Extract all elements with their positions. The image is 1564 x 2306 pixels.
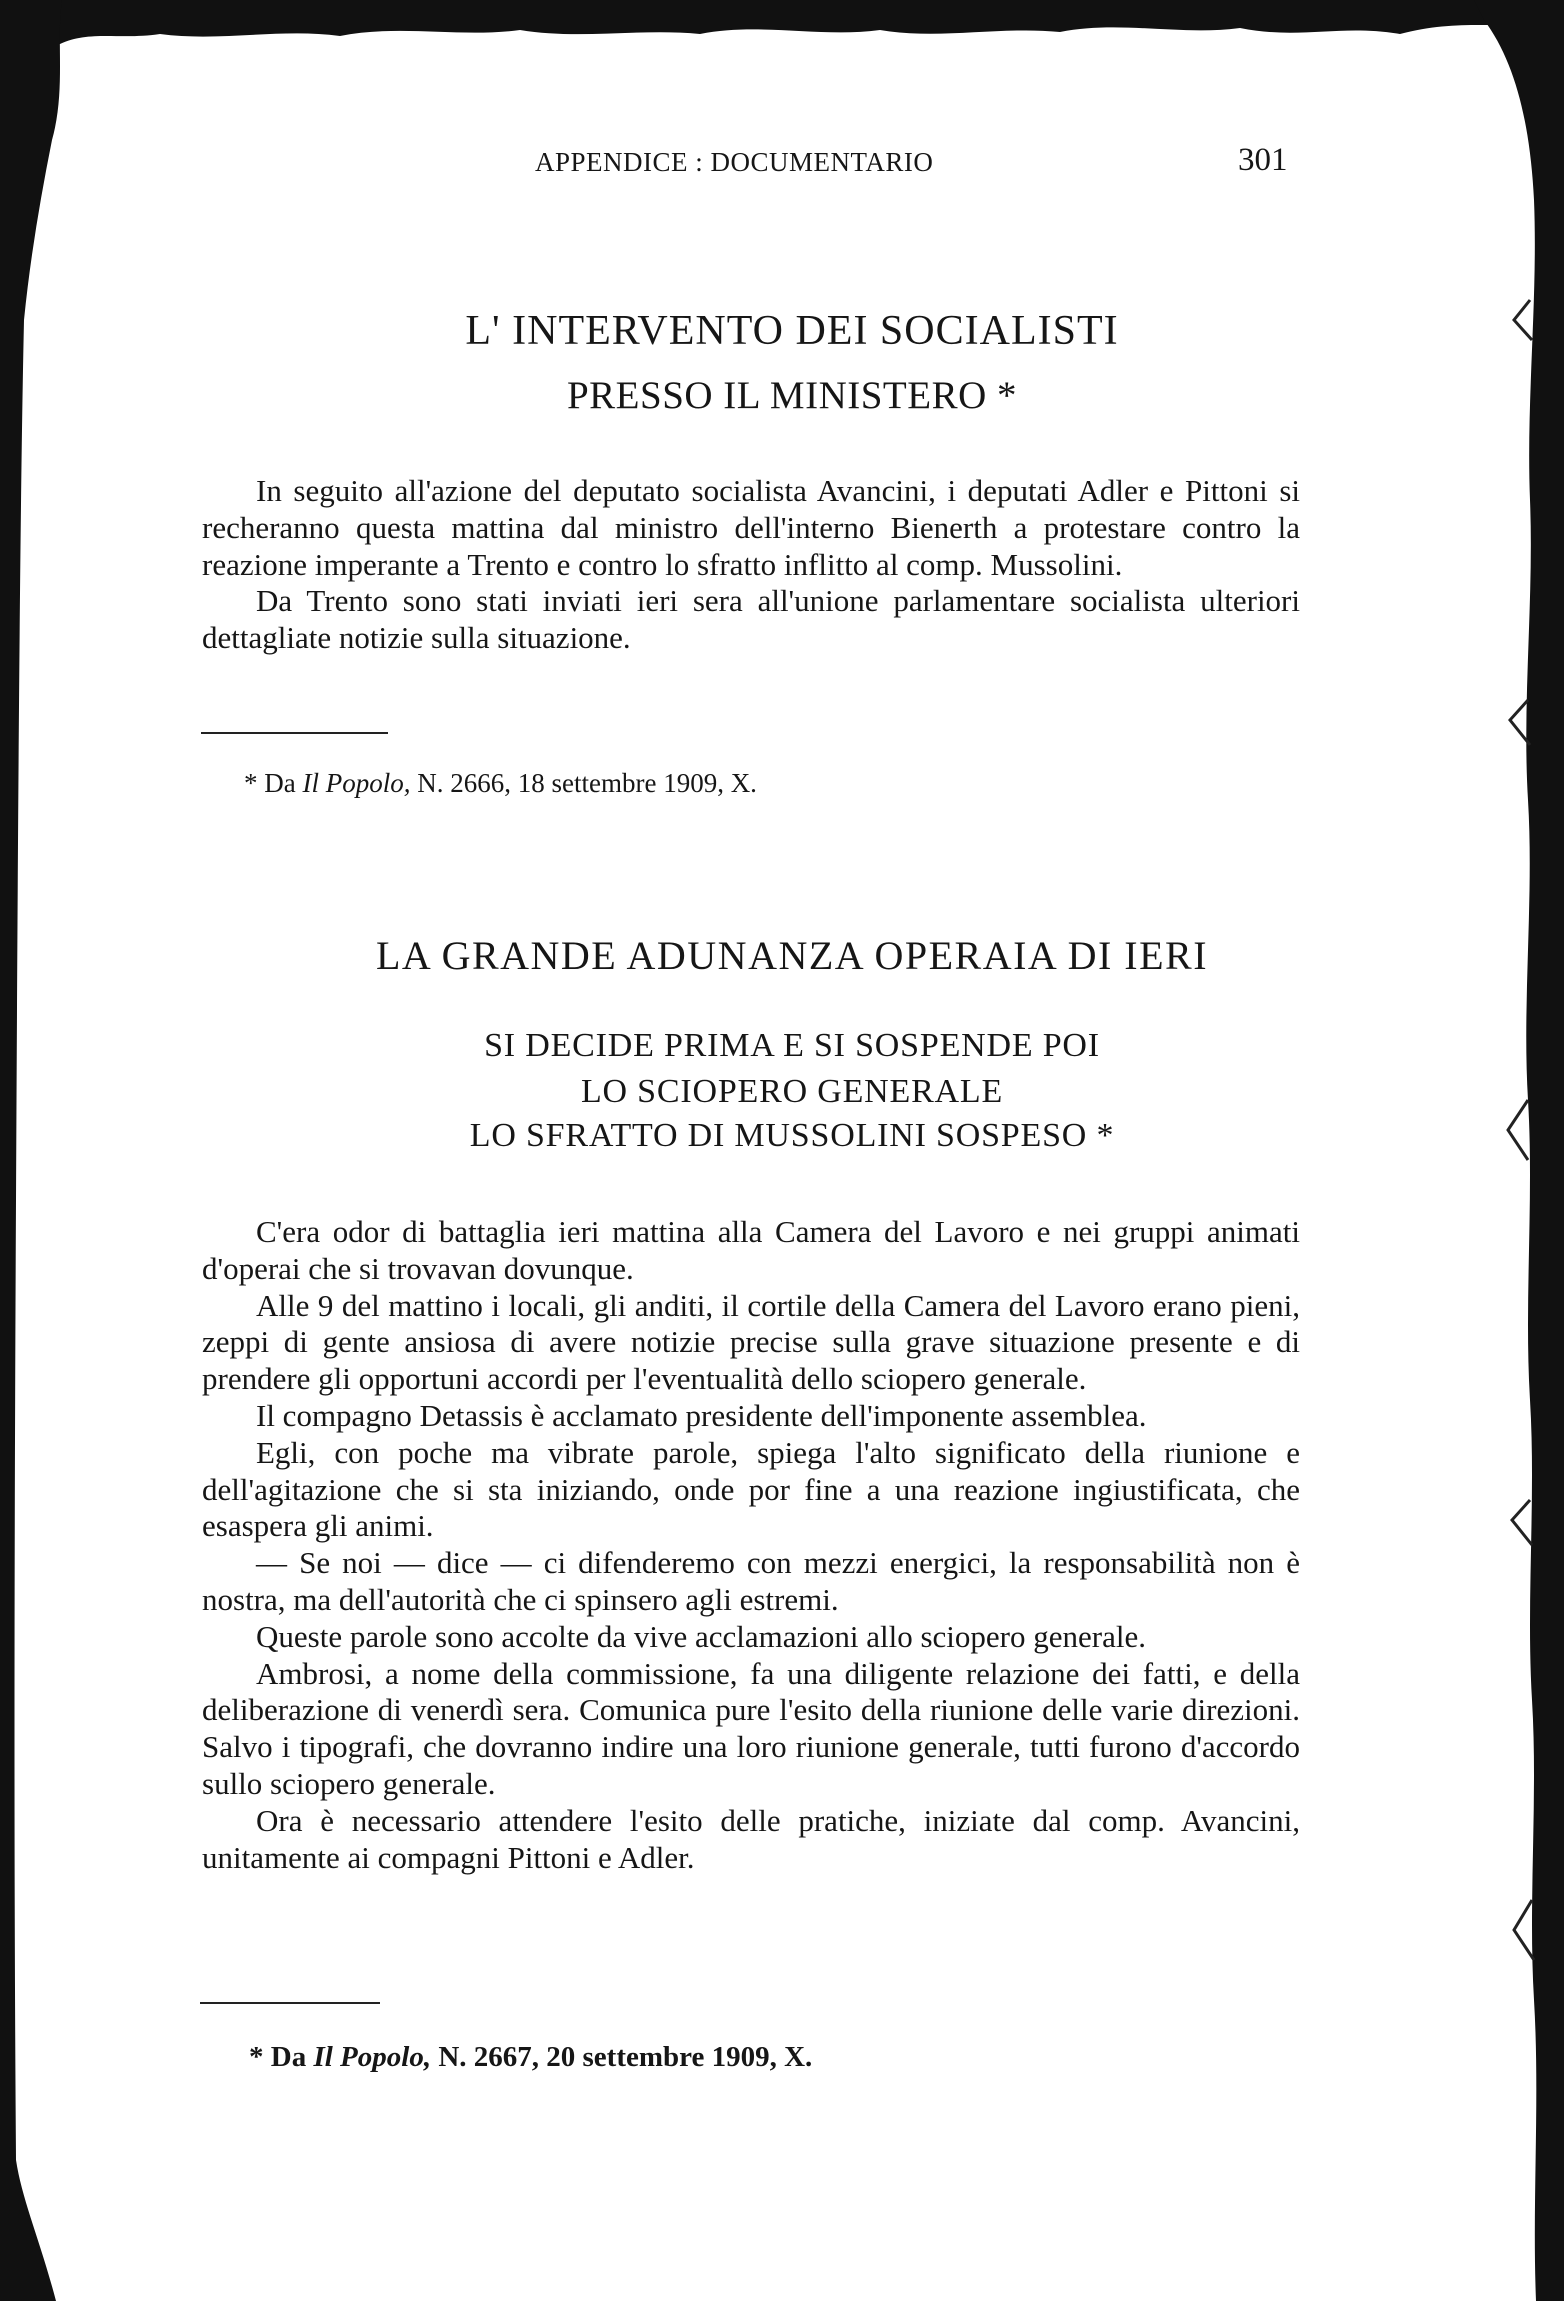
article2-paragraph: Ambrosi, a nome della commissione, fa una diligente relazione dei fatti, e della deliberazione di venerdì sera. Comunica pure l'esito della riunione delle varie direzioni. Salvo i tipografi, che dovranno indire una loro riunione generale, tutti furono d'accordo sullo sciopero generale. [202, 1655, 1300, 1801]
article1-paragraph: In seguito all'azione del deputato socialista Avancini, i deputati Adler e Pittoni si recheranno questa mattina dal ministro dell'interno Bienerth a protestare contro la reazione imperante a Trento e contro lo sfratto inflitto al comp. Mussolini. [202, 473, 1300, 582]
footnote-rule [200, 2002, 380, 2004]
article2-subtitle-line3: LO SFRATTO DI MUSSOLINI SOSPESO * [469, 1117, 1115, 1154]
running-head: APPENDICE : DOCUMENTARIO [535, 147, 934, 177]
footnote-prefix: * Da [244, 768, 303, 798]
article1-body [202, 473, 1300, 657]
article1-paragraph: Da Trento sono stati inviati ieri sera all'unione parlamentare socialista ulteriori dettagliate notizie sulla situazione. [202, 583, 1300, 656]
article2-footnote [249, 2041, 812, 2074]
footnote-prefix: * Da [249, 2041, 314, 2073]
article2-paragraph: Queste parole sono accolte da vive acclamazioni allo sciopero generale. [256, 1618, 1146, 1654]
footnote-journal: Il Popolo, [302, 768, 411, 798]
footnote-journal: Il Popolo, [313, 2041, 432, 2073]
article2-title: LA GRANDE ADUNANZA OPERAIA DI IERI [375, 933, 1209, 978]
article2-subtitle-line1: SI DECIDE PRIMA E SI SOSPENDE POI [484, 1027, 1100, 1064]
article2-paragraph: Alle 9 del mattino i locali, gli anditi, il cortile della Camera del Lavoro erano pieni, zeppi di gente ansiosa di avere notizie precise sulla grave situazione presente e di prendere gli opportuni accordi per l'eventualità dello sciopero generale. [202, 1287, 1300, 1397]
article1-title-line1: L' INTERVENTO DEI SOCIALISTI [465, 308, 1119, 354]
article1-title-line2: PRESSO IL MINISTERO * [566, 374, 1017, 417]
page-number: 301 [1238, 142, 1288, 178]
article2-paragraph: Ora è necessario attendere l'esito delle pratiche, iniziate dal comp. Avancini, unitamente ai compagni Pittoni e Adler. [202, 1802, 1300, 1875]
article2-body [202, 1214, 1300, 1876]
article2-paragraph: — Se noi — dice — ci difenderemo con mezzi energici, la responsabilità non è nostra, ma dell'autorità che ci spinsero agli estremi. [202, 1545, 1300, 1617]
article2-paragraph: Egli, con poche ma vibrate parole, spiega l'alto significato della riunione e dell'agitazione che si sta iniziando, onde por fine a una reazione ingiustificata, che esaspera gli animi. [202, 1434, 1300, 1544]
article2-paragraph: Il compagno Detassis è acclamato presidente dell'imponente assemblea. [256, 1397, 1147, 1433]
footnote-rest: N. 2667, 20 settembre 1909, X. [431, 2041, 813, 2073]
article2-subtitle-line2: LO SCIOPERO GENERALE [580, 1073, 1004, 1110]
footnote-rule [201, 732, 388, 734]
article2-paragraph: C'era odor di battaglia ieri mattina alla Camera del Lavoro e nei gruppi animati d'operai che si trovavan dovunque. [202, 1214, 1300, 1286]
footnote-rest: N. 2666, 18 settembre 1909, X. [410, 768, 757, 798]
article1-footnote [244, 768, 757, 799]
